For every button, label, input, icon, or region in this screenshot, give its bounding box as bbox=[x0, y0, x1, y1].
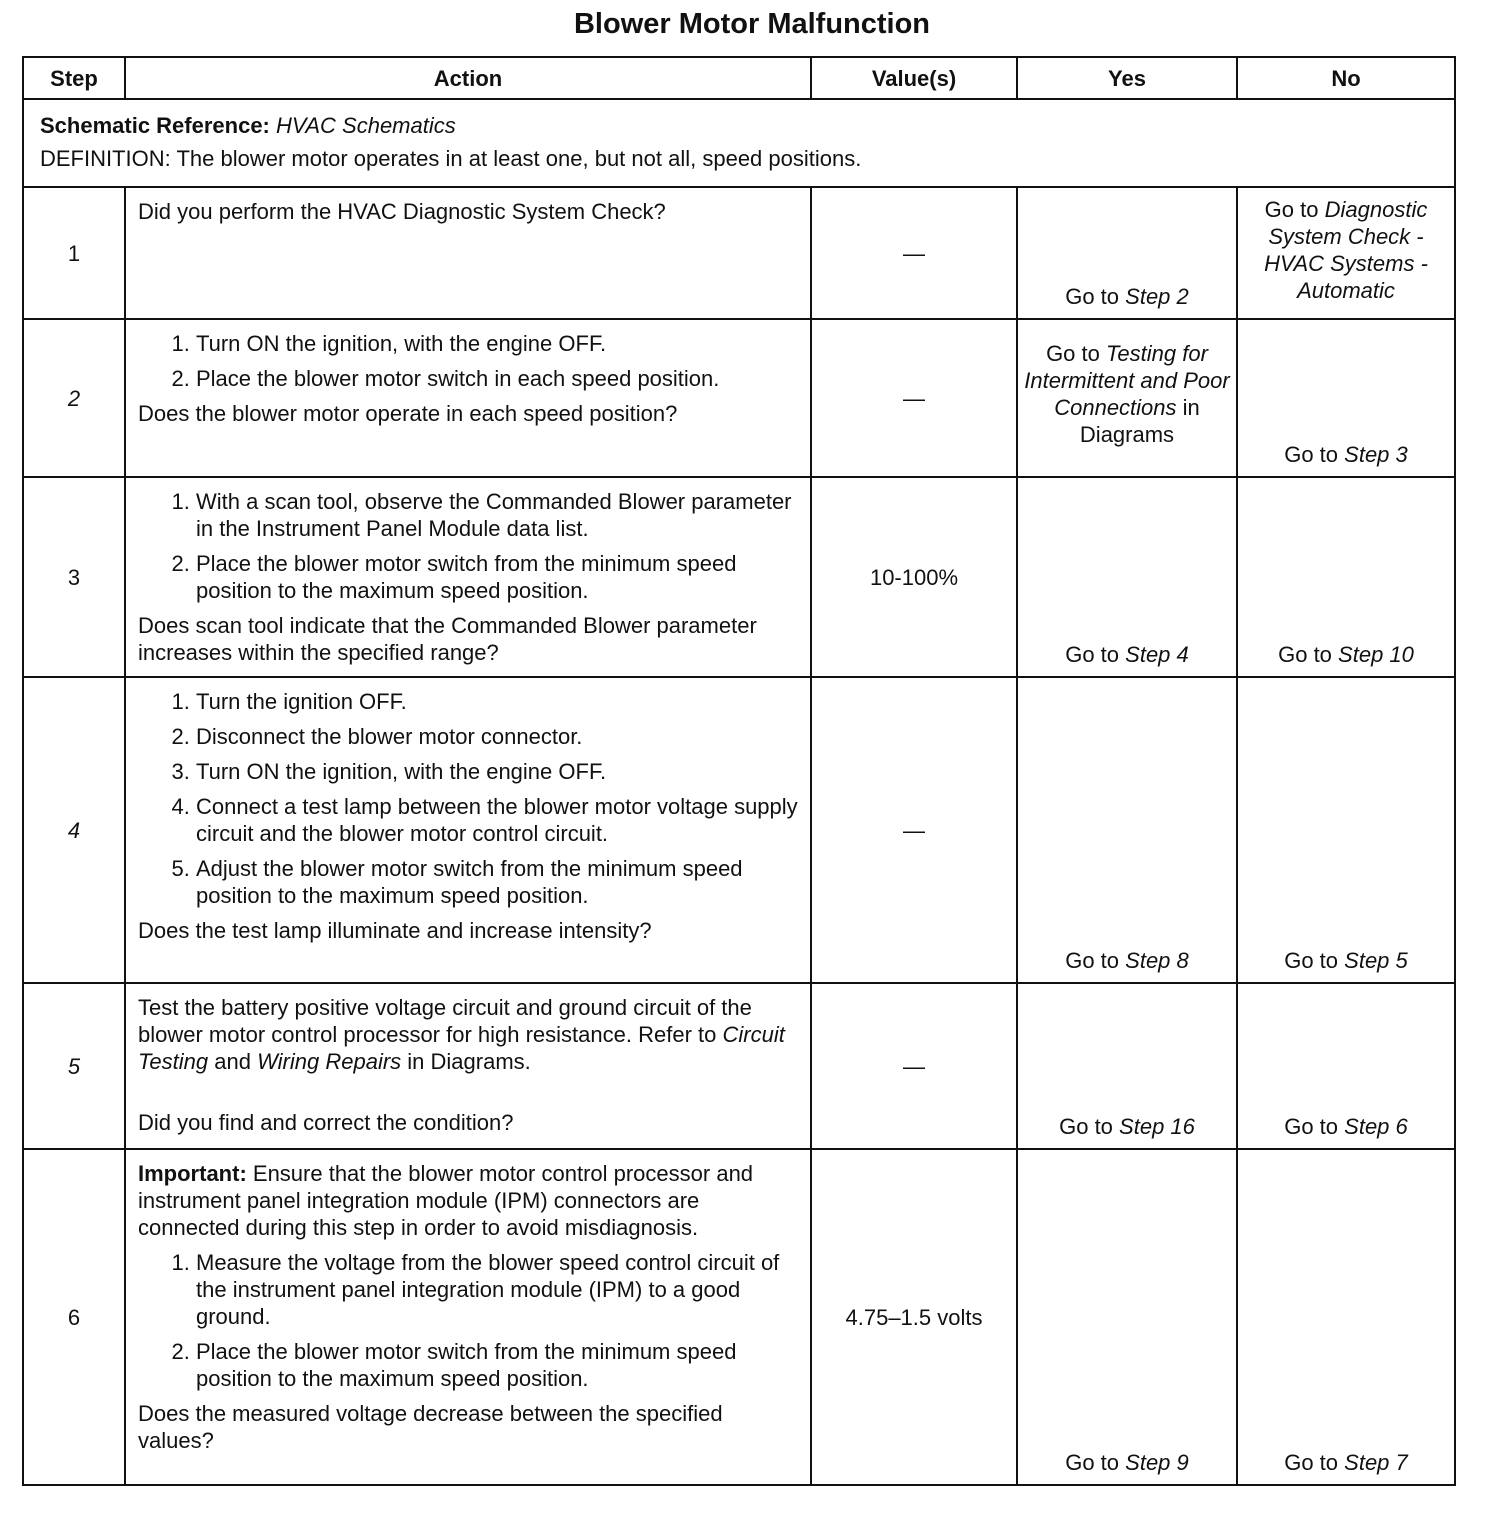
no-cell bbox=[1237, 319, 1455, 477]
step-number-text: 4 bbox=[67, 817, 81, 843]
list-item: 1. Turn the ignition OFF. bbox=[196, 688, 800, 715]
schematic-reference-label: Schematic Reference: bbox=[40, 113, 270, 138]
list-item: 5. Adjust the blower motor switch from the minimum speed position to the maximum speed position. bbox=[196, 855, 800, 909]
yes-suffix: in Diagrams bbox=[1079, 395, 1200, 447]
list-item: 1. Turn ON the ignition, with the engine OFF. bbox=[196, 330, 800, 357]
yes-prefix: Go to bbox=[1065, 284, 1120, 309]
list-item: 3. Turn ON the ignition, with the engine OFF. bbox=[196, 758, 800, 785]
value-cell: 4.75–1.5 volts bbox=[811, 1149, 1017, 1485]
list-item: 2. Place the blower motor switch in each speed position. bbox=[196, 365, 800, 392]
table-row bbox=[23, 187, 1455, 319]
important-text: Ensure that the blower motor control processor and instrument panel integration module (IPM) connectors are connected during this step in order to avoid misdiagnosis. bbox=[138, 1161, 754, 1240]
question-text: Does scan tool indicate that the Commanded Blower parameter increases within the specified range? bbox=[138, 613, 757, 665]
no-reference: Diagnostic System Check - HVAC Systems - Automatic bbox=[1264, 197, 1428, 303]
question-text: Does the test lamp illuminate and increase intensity? bbox=[138, 918, 652, 943]
definition-text: DEFINITION: The blower motor operates in at least one, but not all, speed positions. bbox=[40, 146, 862, 171]
table-row bbox=[23, 677, 1455, 983]
yes-prefix: Go to bbox=[1065, 948, 1120, 973]
important-note bbox=[138, 1160, 800, 1241]
yes-prefix: Go to bbox=[1059, 1114, 1113, 1139]
no-reference: Step 10 bbox=[1338, 642, 1414, 667]
yes-cell bbox=[1017, 319, 1237, 477]
schematic-reference-value: HVAC Schematics bbox=[276, 113, 456, 138]
circuit-testing-reference: Circuit Testing bbox=[138, 1022, 785, 1074]
action-text-part: and bbox=[214, 1049, 251, 1074]
step-number bbox=[23, 319, 125, 477]
header-step: Step bbox=[23, 57, 125, 99]
table-row bbox=[23, 1149, 1455, 1485]
no-reference: Step 6 bbox=[1344, 1114, 1408, 1139]
header-action: Action bbox=[125, 57, 811, 99]
question-text: Did you perform the HVAC Diagnostic System Check? bbox=[138, 199, 666, 224]
important-label: Important: bbox=[138, 1161, 247, 1186]
no-prefix: Go to bbox=[1284, 442, 1339, 467]
no-reference: Step 5 bbox=[1344, 948, 1408, 973]
step-number: 6 bbox=[23, 1149, 125, 1485]
yes-prefix: Go to bbox=[1046, 341, 1100, 366]
yes-prefix: Go to bbox=[1065, 1450, 1120, 1475]
yes-reference: Step 4 bbox=[1125, 642, 1189, 667]
action-list bbox=[138, 688, 800, 909]
step-number-text: 5 bbox=[67, 1053, 81, 1079]
list-item: 1. With a scan tool, observe the Commanded Blower parameter in the Instrument Panel Module data list. bbox=[196, 488, 800, 542]
no-prefix: Go to bbox=[1284, 1450, 1339, 1475]
action-text-part: Test the battery positive voltage circuit and ground circuit of the blower motor control processor for high resistance. Refer to bbox=[138, 995, 752, 1047]
list-item: 2. Disconnect the blower motor connector. bbox=[196, 723, 800, 750]
yes-reference: Step 8 bbox=[1125, 948, 1189, 973]
list-item: 2. Place the blower motor switch from the minimum speed position to the maximum speed position. bbox=[196, 550, 800, 604]
no-prefix: Go to bbox=[1284, 1114, 1339, 1139]
header-values: Value(s) bbox=[811, 57, 1017, 99]
yes-cell bbox=[1017, 983, 1237, 1149]
no-prefix: Go to bbox=[1278, 642, 1332, 667]
yes-cell bbox=[1017, 477, 1237, 677]
yes-reference: Testing for Intermittent and Poor Connections bbox=[1024, 341, 1230, 420]
header-row bbox=[23, 57, 1455, 99]
header-no: No bbox=[1237, 57, 1455, 99]
value-cell: 10-100% bbox=[811, 477, 1017, 677]
yes-prefix: Go to bbox=[1065, 642, 1120, 667]
question-text: Does the measured voltage decrease between the specified values? bbox=[138, 1401, 723, 1453]
no-cell bbox=[1237, 477, 1455, 677]
no-cell bbox=[1237, 677, 1455, 983]
list-item: 4. Connect a test lamp between the blower motor voltage supply circuit and the blower motor control circuit. bbox=[196, 793, 800, 847]
action-cell bbox=[125, 677, 811, 983]
action-cell bbox=[125, 187, 811, 319]
header-yes: Yes bbox=[1017, 57, 1237, 99]
action-list bbox=[138, 330, 800, 392]
no-cell bbox=[1237, 187, 1455, 319]
action-cell bbox=[125, 1149, 811, 1485]
yes-cell bbox=[1017, 1149, 1237, 1485]
step-number bbox=[23, 677, 125, 983]
action-list bbox=[138, 488, 800, 604]
step-number: 1 bbox=[23, 187, 125, 319]
action-text bbox=[138, 994, 800, 1075]
value-cell: — bbox=[811, 677, 1017, 983]
action-text-part: in Diagrams. bbox=[407, 1049, 531, 1074]
table-row bbox=[23, 477, 1455, 677]
question-text: Does the blower motor operate in each speed position? bbox=[138, 401, 678, 426]
question-text: Did you find and correct the condition? bbox=[138, 1110, 514, 1135]
value-cell: — bbox=[811, 187, 1017, 319]
step-number: 3 bbox=[23, 477, 125, 677]
no-prefix: Go to bbox=[1284, 948, 1339, 973]
reference-row bbox=[23, 99, 1455, 187]
diagnostic-table bbox=[22, 56, 1456, 1486]
yes-reference: Step 9 bbox=[1125, 1450, 1189, 1475]
no-cell bbox=[1237, 1149, 1455, 1485]
list-item: 1. Measure the voltage from the blower speed control circuit of the instrument panel integration module (IPM) to a good ground. bbox=[196, 1249, 800, 1330]
action-cell bbox=[125, 983, 811, 1149]
yes-reference: Step 2 bbox=[1125, 284, 1189, 309]
value-cell: — bbox=[811, 983, 1017, 1149]
action-list bbox=[138, 1249, 800, 1392]
no-reference: Step 7 bbox=[1344, 1450, 1408, 1475]
yes-reference: Step 16 bbox=[1119, 1114, 1195, 1139]
value-cell: — bbox=[811, 319, 1017, 477]
step-number-text: 2 bbox=[67, 385, 81, 411]
table-row bbox=[23, 983, 1455, 1149]
wiring-repairs-reference: Wiring Repairs bbox=[257, 1049, 402, 1074]
page-title: Blower Motor Malfunction bbox=[573, 8, 931, 40]
yes-cell bbox=[1017, 677, 1237, 983]
no-cell bbox=[1237, 983, 1455, 1149]
table-row bbox=[23, 319, 1455, 477]
no-reference: Step 3 bbox=[1344, 442, 1408, 467]
yes-cell bbox=[1017, 187, 1237, 319]
action-cell bbox=[125, 319, 811, 477]
step-number bbox=[23, 983, 125, 1149]
reference-cell bbox=[23, 99, 1455, 187]
action-cell bbox=[125, 477, 811, 677]
no-prefix: Go to bbox=[1264, 197, 1319, 222]
list-item: 2. Place the blower motor switch from the minimum speed position to the maximum speed position. bbox=[196, 1338, 800, 1392]
